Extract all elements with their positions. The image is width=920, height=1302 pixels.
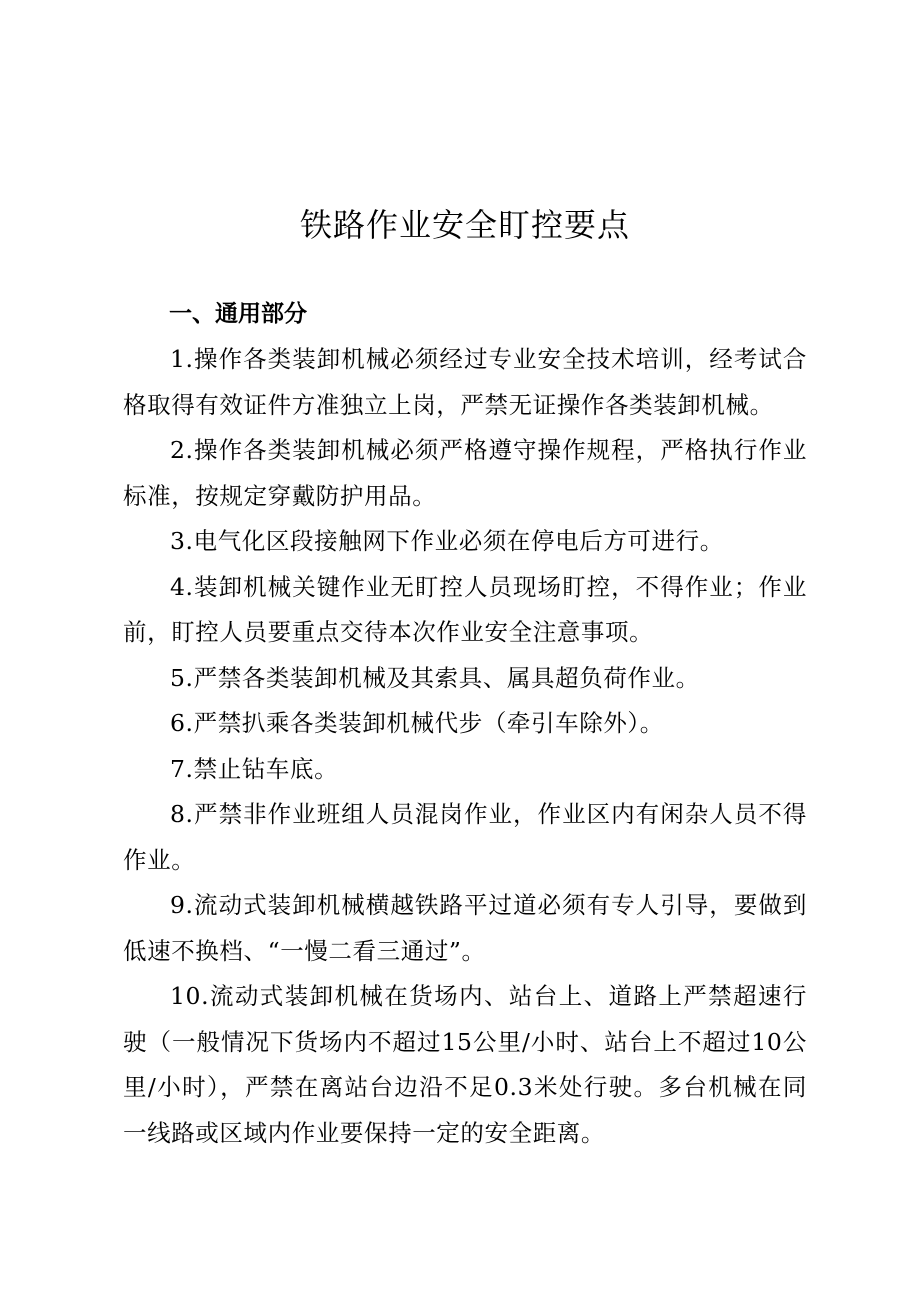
list-item: 4.装卸机械关键作业无盯控人员现场盯控，不得作业；作业前，盯控人员要重点交待本次作业安全注意事项。 [123,572,807,646]
document-page [123,198,807,1156]
list-item: 8.严禁非作业班组人员混岗作业，作业区内有闲杂人员不得作业。 [123,800,807,874]
list-item: 7.禁止钻车底。 [170,754,339,783]
list-item: 3.电气化区段接触网下作业必须在停电后方可进行。 [170,527,724,555]
list-item: 10.流动式装卸机械在货场内、站台上、道路上严禁超速行驶（一般情况下货场内不超过15公里/小时、站台上不超过10公里/小时），严禁在离站台边沿不足0.3米处行驶。多台机械在同一线路或区域内作业要保持一定的安全距离。 [123,982,807,1147]
list-item: 5.严禁各类装卸机械及其索具、属具超负荷作业。 [170,663,700,692]
list-item: 9.流动式装卸机械横越铁路平过道必须有专人引导，要做到低速不换档、“一慢二看三通过”。 [123,891,807,965]
list-item: 2.操作各类装卸机械必须严格遵守操作规程，严格执行作业标准，按规定穿戴防护用品。 [123,436,807,510]
list-item: 1.操作各类装卸机械必须经过专业安全技术培训，经考试合格取得有效证件方准独立上岗，严禁无证操作各类装卸机械。 [123,345,807,419]
document-title: 铁路作业安全盯控要点 [299,206,630,244]
list-item: 6.严禁扒乘各类装卸机械代步（牵引车除外）。 [170,709,664,737]
section-heading: 一、通用部分 [169,301,307,327]
